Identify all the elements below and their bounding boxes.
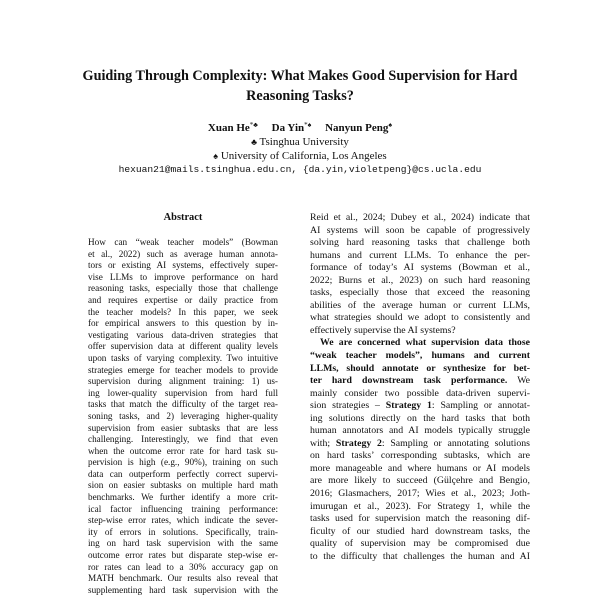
text-line: tasks used for supervision match the reasoning dif-	[310, 513, 530, 525]
text-line: challenging. Interestingly, we find that even	[88, 434, 278, 445]
text-line: when the outcome error rate for hard task su-	[88, 445, 278, 456]
author-mark: *♠	[304, 121, 312, 129]
text-line: ror rates can lead to a 30% accuracy gap on	[88, 561, 278, 572]
text-line: strategies emerge for teacher models to provide	[88, 364, 278, 375]
title-line-2: Reasoning Tasks?	[246, 88, 354, 104]
title-line-1: Guiding Through Complexity: What Makes Good Supervision for Hard	[82, 68, 518, 84]
affiliation-name: Tsinghua University	[259, 136, 349, 148]
text-line: ity of errors in solutions. Specifically, train-	[88, 526, 278, 537]
text-line	[310, 438, 530, 451]
text-line: reasoning tasks, especially those that challenge	[88, 283, 278, 294]
author-emails: hexuan21@mails.tsinghua.edu.cn, {da.yin,violetpeng}@cs.ucla.edu	[118, 164, 482, 175]
text-line: what strategies should we adopt to consistently and	[310, 312, 530, 324]
text-line: solving hard reasoning tasks that challenge both	[310, 237, 530, 249]
strategy-1-label: Strategy 1	[385, 400, 432, 412]
text-line: vise LLMs to improve performance on hard	[88, 271, 278, 282]
text-fragment: sion strategies –	[310, 400, 386, 412]
text-line: How can “weak teacher models” (Bowman	[88, 237, 278, 247]
text-line: LLMs, should annotate or synthesize for bet-	[310, 362, 530, 374]
text-line: formance of today’s AI systems (Bowman et al.,	[310, 262, 530, 274]
text-line: effectively supervise the AI systems?	[310, 324, 456, 336]
text-fragment: We	[517, 375, 530, 387]
text-line: soning tasks, and 2) leveraging higher-quality	[88, 410, 278, 421]
text-line: upon tasks of varying complexity. Two intuitive	[88, 352, 278, 363]
text-line	[310, 400, 530, 413]
text-line: and requires expertise or daily practice from	[88, 294, 278, 305]
text-line: step-wise error rates, which indicate the sever-	[88, 515, 278, 526]
author-block	[100, 118, 500, 177]
text-line: human annotators and AI models typically struggle	[310, 425, 530, 437]
text-line: 2022; Burns et al., 2023) on such hard reasoning	[310, 274, 530, 286]
paper-title	[60, 66, 540, 106]
affiliation	[100, 149, 500, 163]
text-line: abilities of the average human or current LLMs,	[310, 299, 530, 311]
text-line: AI systems will soon be capable of progressively	[310, 224, 530, 236]
text-line: data can outperform perfectly correct supervi-	[88, 468, 278, 479]
text-line: on hard tasks’ corresponding subtasks, which are	[310, 450, 530, 462]
author-name: Nanyun Peng	[325, 122, 389, 134]
text-line: 2016; Glasmachers, 2017; Wies et al., 2023; Joth-	[310, 488, 530, 500]
author-name: Da Yin	[271, 122, 305, 134]
affiliation-mark: ♣	[251, 137, 257, 147]
text-line: to the difficulty that challenges the human and AI	[310, 550, 530, 562]
text-line: for empirical answers to this question by in-	[88, 318, 278, 329]
affiliation-name: University of California, Los Angeles	[220, 150, 387, 162]
author-list	[100, 118, 500, 135]
text-line: et al., 2022) such as average human annota-	[88, 248, 278, 259]
text-line: the teacher models? In this paper, we seek	[88, 306, 278, 317]
text-line: tasks, especially those that exceed the reasoning	[310, 287, 530, 299]
text-line: ical factor influencing training performance:	[88, 503, 278, 514]
author-mark: ♠	[388, 121, 393, 129]
intro-paragraph-1	[310, 212, 530, 337]
text-line	[310, 375, 530, 388]
text-line: supervision from easier subtasks that are less	[88, 422, 278, 433]
text-line: ing lower-quality supervision from hard full	[88, 387, 278, 398]
text-line: sion on easier subtasks on multiple hard math	[88, 480, 278, 491]
intro-paragraph-2	[310, 337, 530, 563]
text-line: quality of supervision may be compromised due	[310, 538, 530, 550]
affiliation	[100, 135, 500, 149]
text-line: tors or existing AI systems, effectively super-	[88, 260, 278, 271]
bold-phrase: ter hard downstream task performance.	[310, 375, 508, 387]
text-fragment: with;	[310, 437, 336, 449]
text-line: imurugan et al., 2023). For Strategy 1, while the	[310, 500, 530, 512]
text-line: supplementing hard task supervision with the	[88, 584, 278, 595]
text-line: offer supervision data at different quality levels	[88, 341, 278, 352]
text-line: ficulty of our studied hard downstream tasks, the	[310, 525, 530, 537]
intro-column	[310, 212, 530, 563]
text-line: pervision is high (e.g., 90%), training on such	[88, 457, 278, 468]
abstract-body	[88, 237, 278, 596]
text-line: “weak teacher models”, humans and current	[310, 350, 530, 362]
author-name: Xuan He	[207, 122, 250, 134]
text-line: vestigating various data-driven strategies that	[88, 329, 278, 340]
text-line: MATH benchmark. Our results also reveal that	[88, 573, 278, 584]
strategy-2-label: Strategy 2	[335, 437, 382, 449]
text-line: more manageable and where humans or AI models	[310, 462, 530, 474]
text-line: ing solutions directly on the hard tasks that both	[310, 412, 530, 424]
text-line: mainly consider two possible data-driven supervi-	[310, 387, 530, 399]
text-line: ing on hard task supervision with the same	[88, 538, 278, 549]
text-line: outcome error rates but disparate step-wise er-	[88, 550, 278, 561]
text-fragment: : Sampling or annotat-	[431, 400, 530, 412]
affiliation-mark: ♠	[213, 151, 219, 161]
text-line: benchmarks. We further identify a more crit-	[88, 492, 278, 503]
text-line: Reid et al., 2024; Dubey et al., 2024) indicate that	[310, 212, 530, 223]
text-line: supervision during alignment training: 1) us-	[88, 376, 278, 387]
text-fragment: : Sampling or annotating solutions	[381, 437, 530, 449]
text-line: humans and current LLMs. To enhance the per-	[310, 249, 530, 261]
abstract-heading: Abstract	[163, 212, 203, 223]
text-line: We are concerned what supervision data those	[320, 337, 530, 349]
text-line: tasks that match the difficulty of the target rea-	[88, 399, 278, 410]
text-line: are more likely to succeed (Gülçehre and Bengio,	[310, 475, 530, 487]
author-mark: *♣	[249, 121, 258, 129]
